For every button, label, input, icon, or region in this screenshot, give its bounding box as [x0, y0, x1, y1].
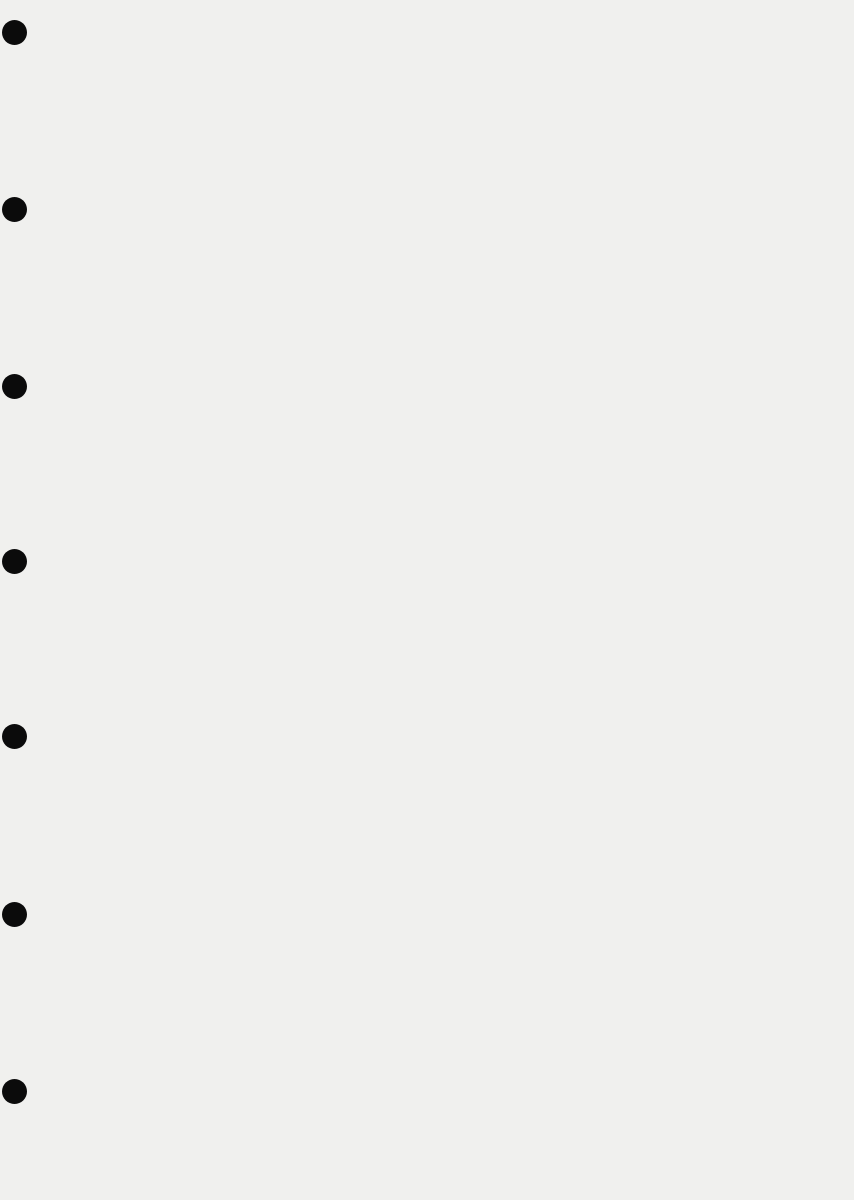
- binder-hole: [2, 902, 27, 927]
- binder-hole: [2, 374, 27, 399]
- sequence-top-labels: [188, 4, 828, 32]
- binder-hole: [2, 549, 27, 574]
- binder-hole: [2, 1079, 27, 1104]
- binder-hole: [2, 197, 27, 222]
- binder-hole: [2, 20, 27, 45]
- sequence-left-labels: [158, 42, 188, 672]
- binder-hole: [2, 724, 27, 749]
